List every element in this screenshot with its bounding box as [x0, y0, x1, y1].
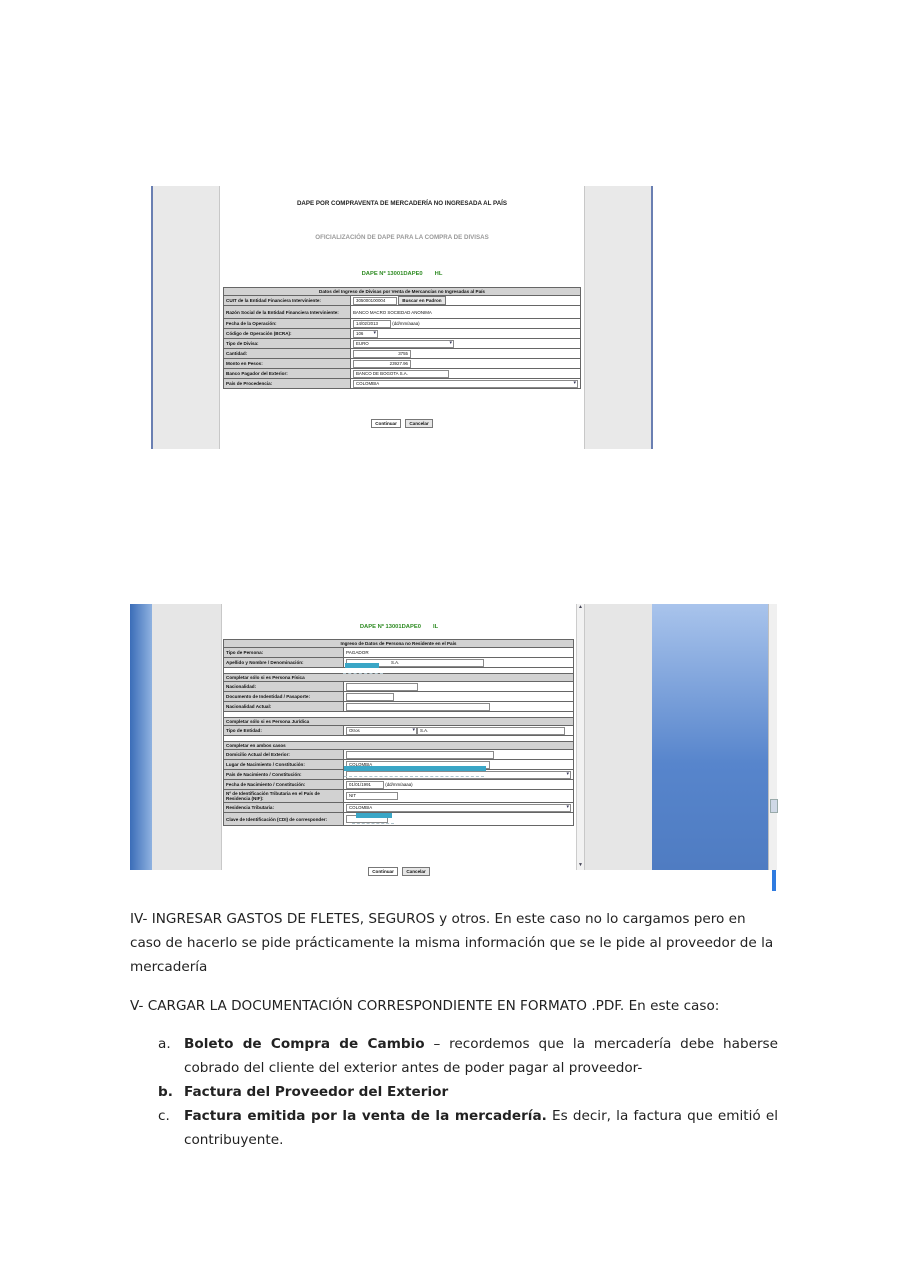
section-header: Completar en ambos casos	[224, 742, 574, 750]
pais-nacimiento-select[interactable]	[346, 771, 571, 779]
tipo-divisa-select[interactable]: EURO ▾	[353, 340, 454, 348]
field-label: Nº de Identificación Tributaria en el País de Residencia (NIF):	[224, 790, 344, 803]
nacionalidad-actual-input[interactable]	[346, 703, 490, 711]
list-marker: c.	[158, 1108, 170, 1124]
list-item	[158, 1080, 778, 1104]
document-list	[158, 1032, 778, 1152]
form-actions	[222, 860, 576, 878]
list-item-title: Factura del Proveedor del Exterior	[184, 1084, 449, 1100]
continue-button[interactable]: Continuar	[368, 867, 398, 876]
search-padron-button[interactable]: Buscar en Padron	[398, 296, 445, 305]
field-label: Código de Operación (BCRA):	[224, 329, 351, 339]
fecha-nacimiento-input[interactable]: 01/01/1991	[346, 781, 384, 789]
residencia-tributaria-select[interactable]: COLOMBIA ▾	[346, 804, 571, 812]
razon-social-value: BANCO MACRO SOCIEDAD ANONIMA	[351, 306, 581, 319]
dape-suffix: IL	[432, 624, 439, 630]
codigo-operacion-select[interactable]: 106 ▾	[353, 330, 378, 338]
paragraph-iv: IV- INGRESAR GASTOS DE FLETES, SEGUROS y otros. En este caso no lo cargamos pero en caso de hacerlo se pide prácticamente la misma información que se le pide al proveedor de la mercadería	[130, 911, 774, 975]
lugar-nacimiento-input[interactable]: COLOMBIA	[346, 761, 490, 769]
list-item-text: – recordemos que la mercadería debe haberse cobrado del cliente del exterior antes de poder pagar al proveedor-	[184, 1036, 778, 1076]
accent-bar	[772, 870, 776, 891]
tipo-entidad-extra-input[interactable]: S.A.	[417, 727, 565, 735]
right-blue-panel	[652, 604, 768, 870]
list-marker: a.	[158, 1036, 171, 1052]
cancel-button[interactable]: Cancelar	[402, 867, 429, 876]
right-panel	[584, 604, 653, 870]
field-label: Apellido y Nombre / Denominación:	[224, 658, 344, 668]
cancel-button[interactable]: Cancelar	[405, 419, 432, 428]
field-label: Razón Social de la Entidad Financiera Interviniente:	[224, 306, 351, 319]
field-label: Monto en Pesos:	[224, 359, 351, 369]
field-label: Banco Pagador del Exterior:	[224, 369, 351, 379]
redaction-underline	[343, 673, 383, 674]
page-title: DAPE POR COMPRAVENTA DE MERCADERÍA NO INGRESADA AL PAÍS	[296, 200, 508, 207]
list-marker: b.	[158, 1084, 173, 1100]
documento-input[interactable]	[346, 693, 394, 701]
scroll-up-icon[interactable]: ▲	[578, 604, 583, 610]
redaction-mark	[345, 663, 379, 668]
domicilio-input[interactable]	[346, 751, 494, 759]
cantidad-input[interactable]: 3755	[353, 350, 411, 358]
scroll-thumb[interactable]	[770, 799, 778, 813]
date-hint: (dd/mm/aaaa)	[385, 781, 413, 787]
field-label: Fecha de la Operación:	[224, 319, 351, 329]
field-label: Domicilio Actual del Exterior:	[224, 750, 344, 760]
paragraph-v: V- CARGAR LA DOCUMENTACIÓN CORRESPONDIENTE EN FORMATO .PDF. En este caso:	[130, 998, 720, 1014]
field-label: CUIT de la Entidad Financiera Interviniente:	[224, 296, 351, 306]
list-item-title: Factura emitida por la venta de la mercadería.	[184, 1108, 547, 1124]
table-header: Ingreso de Datos de Persona no Residente en el País	[224, 640, 574, 648]
field-label: Nacionalidad Actual:	[224, 702, 344, 712]
field-label: Fecha de Nacimiento / Constitución:	[224, 780, 344, 790]
page-scrollbar[interactable]	[768, 604, 777, 870]
apellido-input[interactable]: S.A.	[346, 659, 484, 667]
redaction-mark	[356, 813, 392, 818]
left-blue-panel	[130, 604, 152, 870]
field-label: Nacionalidad:	[224, 682, 344, 692]
field-label: Tipo de Divisa:	[224, 339, 351, 349]
continue-button[interactable]: Continuar	[371, 419, 401, 428]
screenshot-persona-form	[130, 604, 778, 891]
date-hint: (dd/mm/aaaa)	[392, 320, 420, 326]
pais-procedencia-select[interactable]: COLOMBIA ▾	[353, 380, 578, 388]
redaction-underline	[344, 776, 484, 777]
list-item	[158, 1032, 778, 1080]
monto-pesos-input[interactable]: 23927.96	[353, 360, 411, 368]
left-panel	[151, 186, 220, 449]
inner-scrollbar[interactable]	[576, 604, 584, 870]
list-item-text: Es decir, la factura que emitió el contribuyente.	[184, 1108, 779, 1148]
banco-pagador-input[interactable]: BANCO DE BOGOTA S.A.	[353, 370, 449, 378]
section-header: Completar sólo si es Persona Física	[224, 674, 574, 682]
nif-input[interactable]: NIT	[346, 792, 398, 800]
list-item-title: Boleto de Compra de Cambio	[184, 1036, 425, 1052]
tipo-persona-value: PAGADOR	[344, 648, 574, 658]
field-label: Lugar de Nacimiento / Constitución:	[224, 760, 344, 770]
cuit-input[interactable]: 305000100004	[353, 297, 397, 305]
field-label: Residencia Tributaria:	[224, 803, 344, 813]
dape-suffix: HL	[434, 271, 443, 277]
nacionalidad-input[interactable]	[346, 683, 418, 691]
form-actions	[221, 412, 583, 430]
dape-label: DAPE Nº 13001DAPE0	[361, 271, 423, 277]
right-panel	[584, 186, 653, 449]
field-label: Clave de Identificación (CDI) de corresponder:	[224, 813, 344, 826]
field-label: País de Nacimiento / Constitución:	[224, 770, 344, 780]
field-label: Cantidad:	[224, 349, 351, 359]
redaction-underline	[352, 823, 394, 824]
field-label: Tipo de Persona:	[224, 648, 344, 658]
section-header: Completar sólo si es Persona Jurídica	[224, 718, 574, 726]
tipo-entidad-select[interactable]: Otros ▾	[346, 727, 417, 735]
field-label: Tipo de Entidad:	[224, 726, 344, 736]
left-panel	[152, 604, 222, 870]
table-header: Datos del Ingreso de Divisas por Venta de Mercancías no Ingresadas al País	[224, 288, 581, 296]
screenshot-dape-form	[151, 186, 653, 449]
fecha-operacion-input[interactable]: 14/02/2013	[353, 320, 391, 328]
divisas-table	[223, 287, 581, 389]
dape-number	[221, 271, 583, 277]
dape-number	[222, 624, 576, 630]
list-item	[158, 1104, 778, 1152]
page-subtitle: OFICIALIZACIÓN DE DAPE PARA LA COMPRA DE DIVISAS	[315, 234, 489, 241]
persona-table	[223, 639, 574, 826]
field-label: País de Procedencia:	[224, 379, 351, 389]
field-label: Documento de Indentidad / Pasaporte:	[224, 692, 344, 702]
redaction-mark	[344, 766, 486, 771]
dape-label: DAPE Nº 13001DAPE0	[359, 624, 421, 630]
scroll-down-icon[interactable]: ▼	[578, 862, 583, 868]
